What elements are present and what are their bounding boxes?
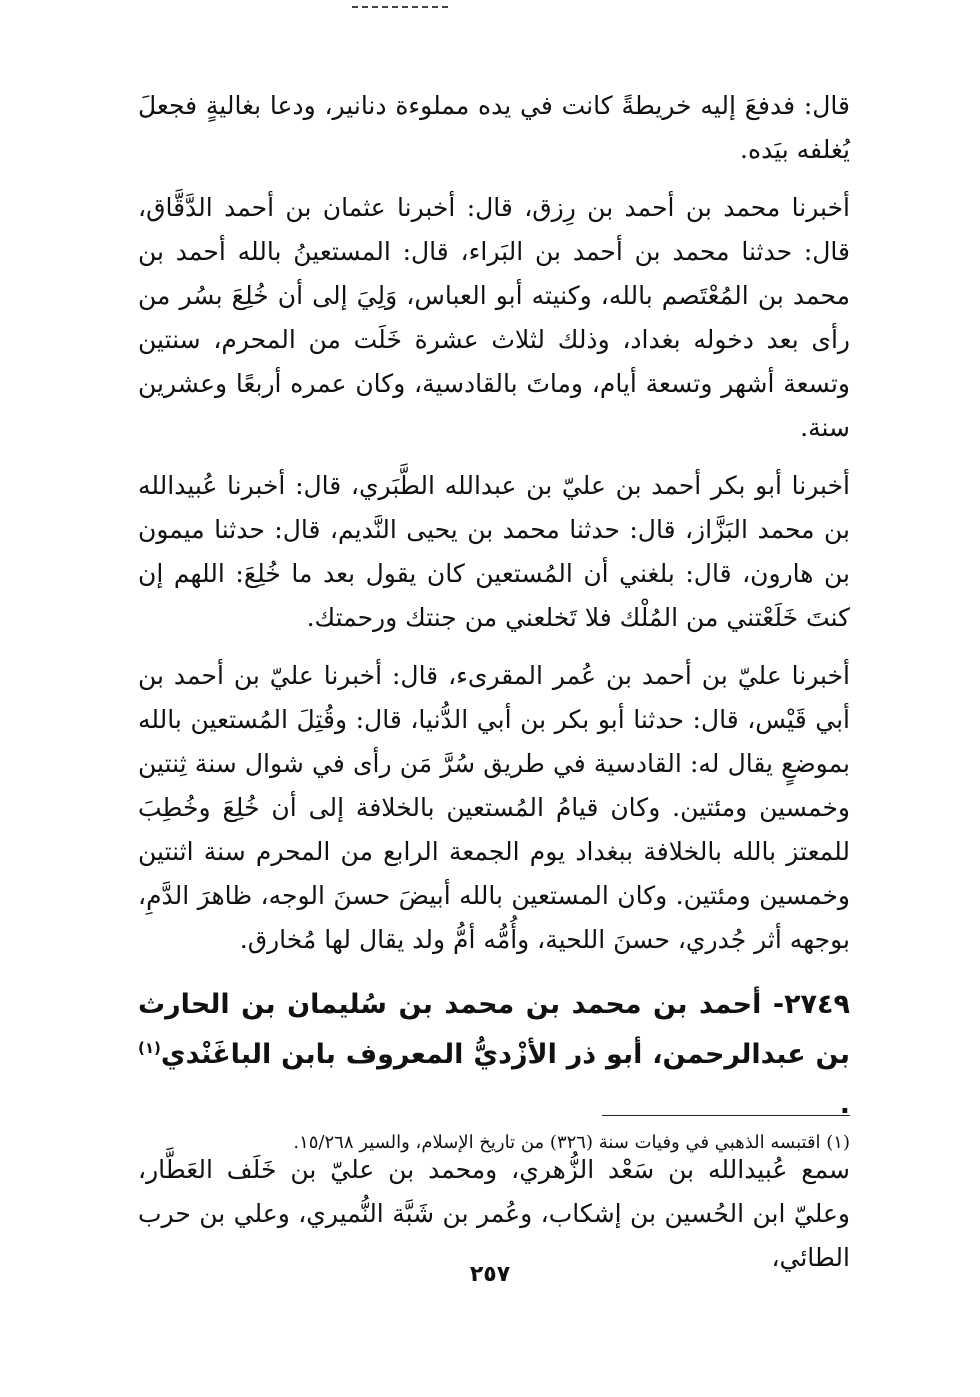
- entry-heading-text: ٢٧٤٩- أحمد بن محمد بن محمد بن سُليمان بن الحارث بن عبدالرحمن، أبو ذر الأزْديُّ المعروف بابن الباغَنْدي: [138, 989, 850, 1070]
- top-dash-rule: [352, 6, 448, 8]
- paragraph-2: أخبرنا محمد بن أحمد بن رِزق، قال: أخبرنا عثمان بن أحمد الدَّقَّاق، قال: حدثنا محمد بن أحمد بن البَراء، قال: المستعينُ بالله أحمد بن محمد بن المُعْتَصم بالله، وكنيته أبو العباس، وَلِيَ إلى أن خُلِعَ بسُر من رأى بعد دخوله بغداد، وذلك لثلاث عشرة خَلَت من المحرم، سنتين وتسعة أشهر وتسعة أيام، وماتَ بالقادسية، وكان عمره أربعًا وعشرين سنة.: [138, 193, 850, 442]
- entry-body: سمع عُبيدالله بن سَعْد الزُّهري، ومحمد بن عليّ بن خَلَف العَطَّار، وعليّ ابن الحُسين بن إشكاب، وعُمر بن شَبَّة النُّميري، وعلي بن حرب الطائي،: [138, 1155, 850, 1272]
- entry-heading: [138, 980, 850, 1130]
- paragraph-4: أخبرنا عليّ بن أحمد بن عُمر المقرىء، قال: أخبرنا عليّ بن أحمد بن أبي قَيْس، قال: حدثنا أبو بكر بن أبي الدُّنيا، قال: وقُتِلَ المُستعين بالله بموضعٍ يقال له: القادسية في طريق سُرَّ مَن رأى في شوال سنة ثِنتين وخمسين ومئتين. وكان قيامُ المُستعين بالخلافة إلى أن خُلِعَ وخُطِبَ للمعتز بالله بالخلافة ببغداد يوم الجمعة الرابع من المحرم سنة اثنتين وخمسين ومئتين. وكان المستعين بالله أبيضَ حسنَ الوجه، ظاهرَ الدَّمِ، بوجهه أثر جُدري، حسنَ اللحية، وأُمُّه أمُّ ولد يقال لها مُخارق.: [138, 661, 850, 954]
- paragraph-3: أخبرنا أبو بكر أحمد بن عليّ بن عبدالله الطَّبَري، قال: أخبرنا عُبيدالله بن محمد البَزَّاز، قال: حدثنا محمد بن يحيى النَّديم، قال: حدثنا ميمون بن هارون، قال: بلغني أن المُستعين كان يقول بعد ما خُلِعَ: اللهم إن كنتَ خَلَعْتني من المُلْك فلا تَخلعني من جنتك ورحمتك.: [138, 471, 850, 632]
- footnote-rule: [602, 1115, 850, 1116]
- page-number: ٢٥٧: [469, 1262, 511, 1287]
- footnote-marker: (١): [138, 1039, 161, 1057]
- main-text: [138, 84, 850, 1280]
- entry-heading-end: .: [839, 1089, 850, 1120]
- paragraph-1: قال: فدفعَ إليه خريطةً كانت في يده مملوءة دنانير، ودعا بغاليةٍ فجعلَ يُغلفه بيَده.: [138, 91, 850, 164]
- footnote: (١) اقتبسه الذهبي في وفيات سنة (٣٢٦) من تاريخ الإسلام، والسير ١٥/٢٦٨.: [293, 1132, 850, 1153]
